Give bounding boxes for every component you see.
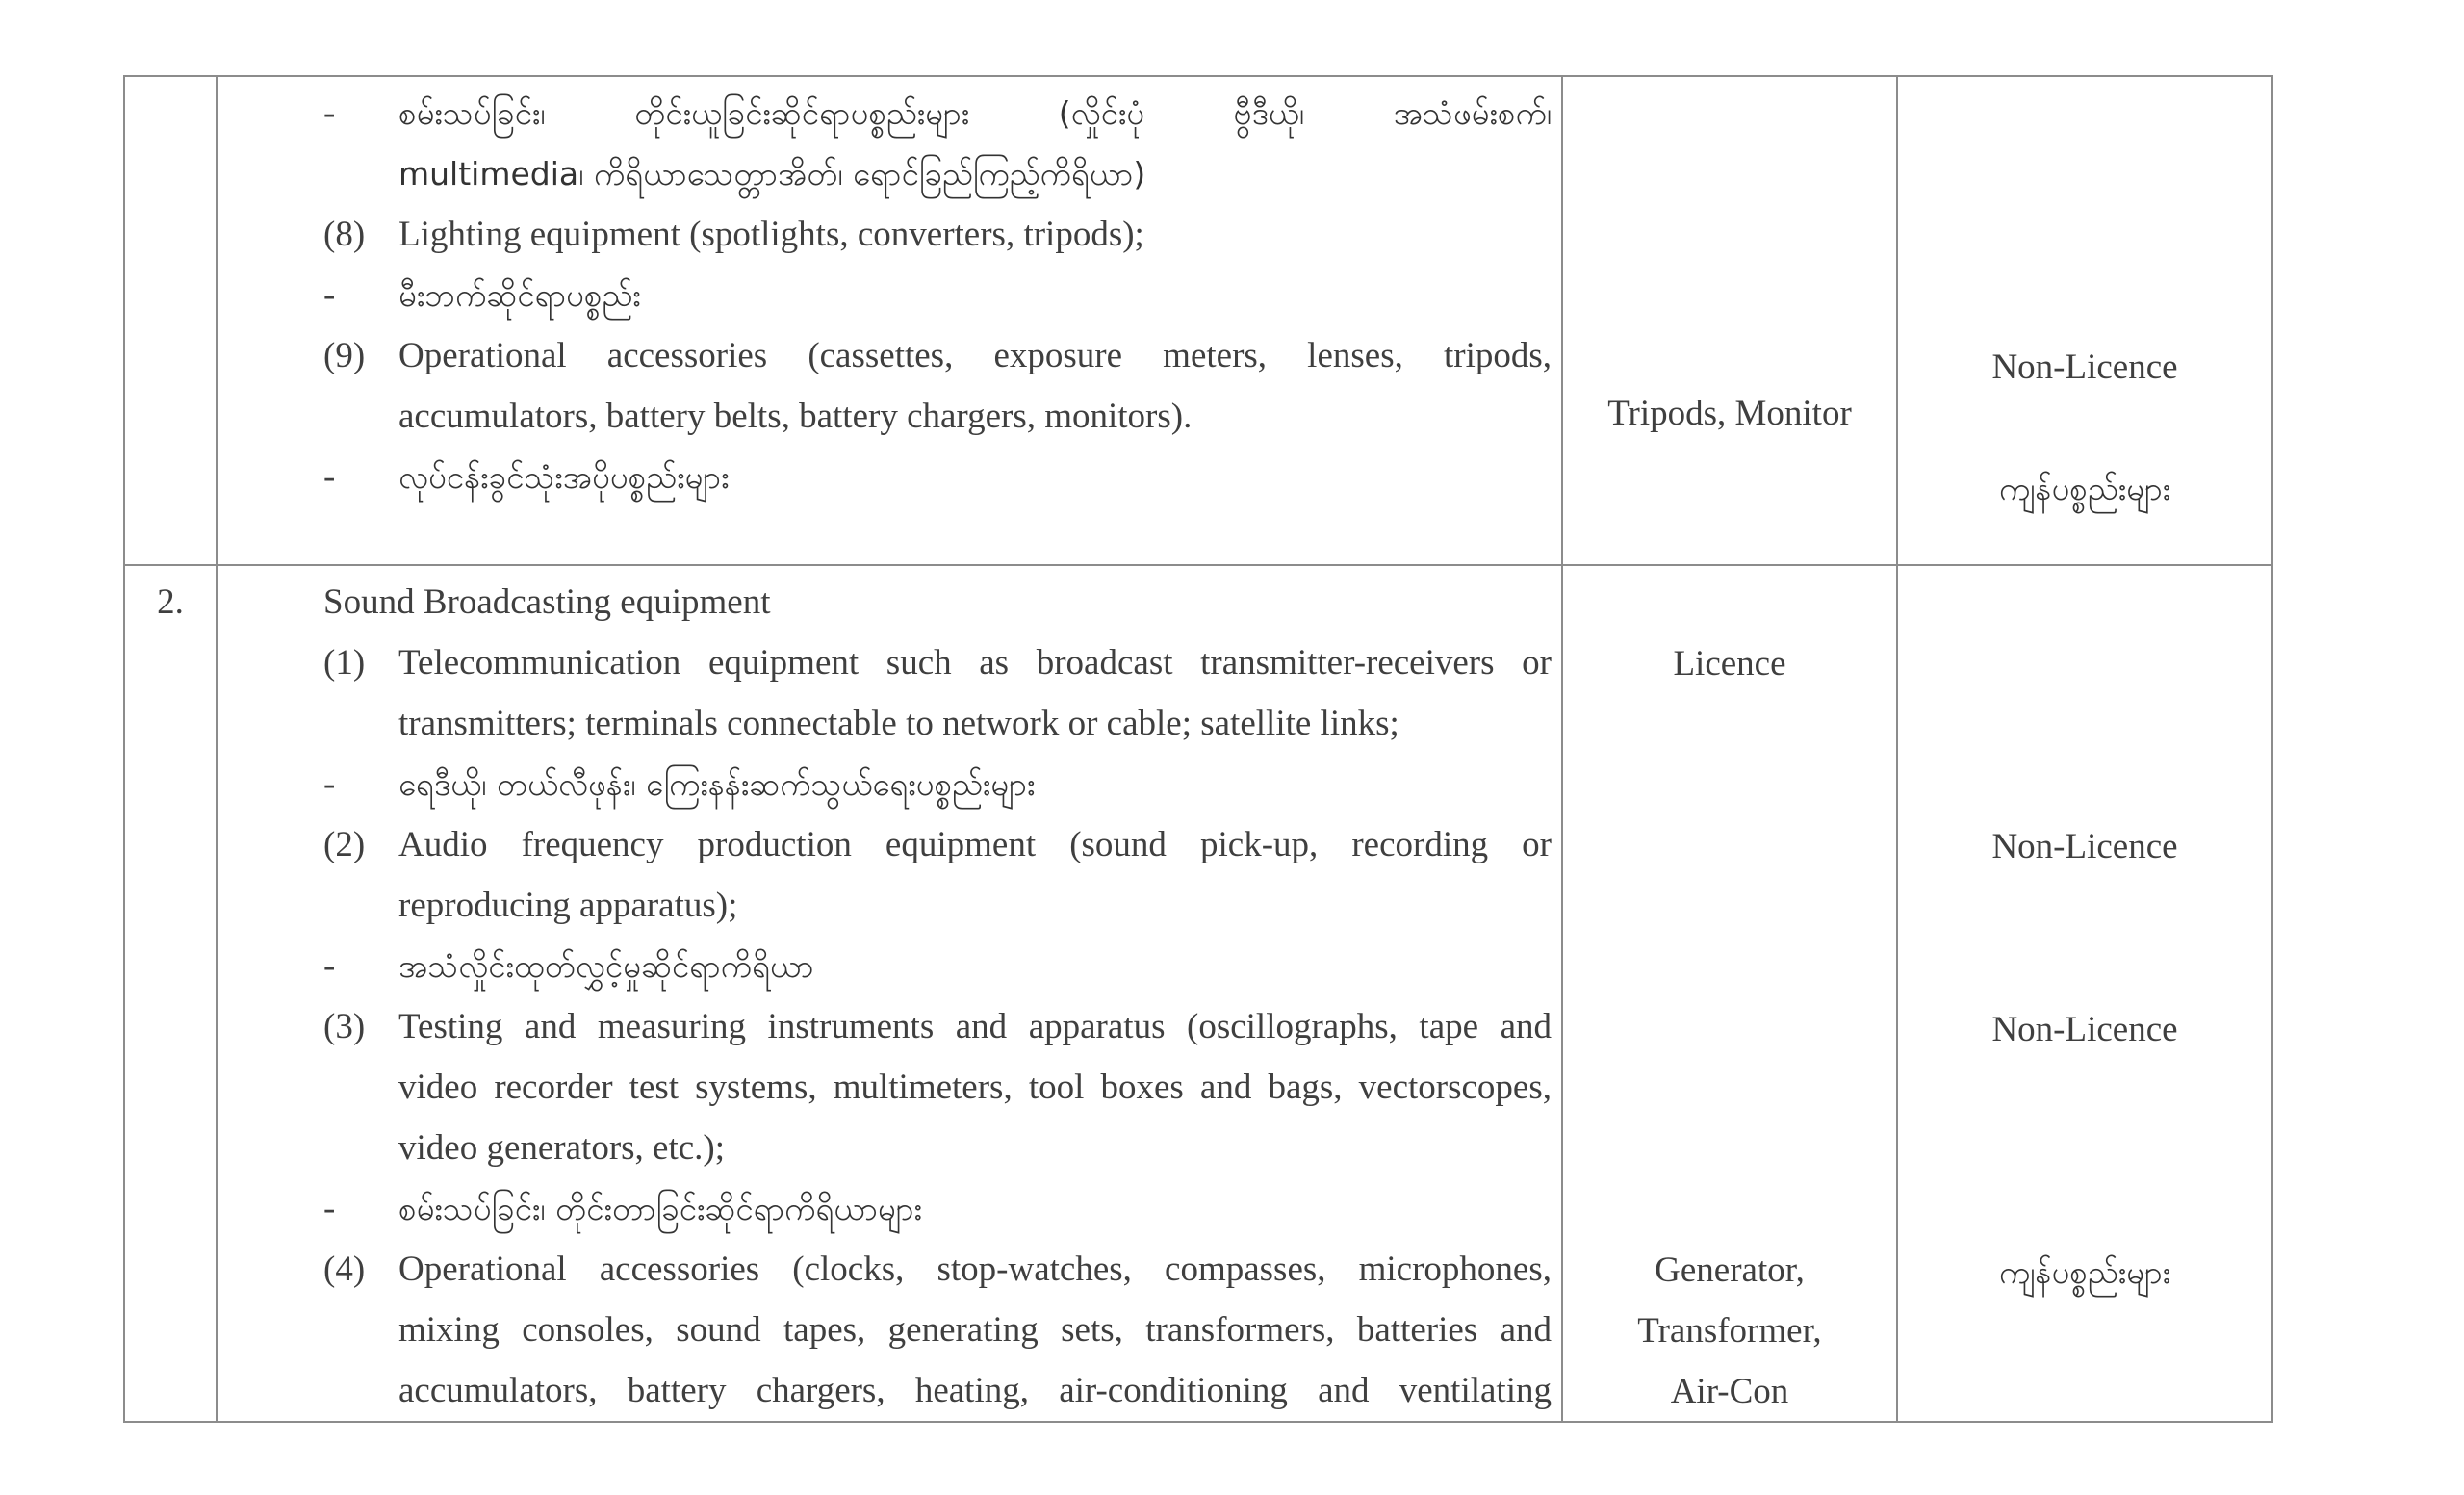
item-number: (8) <box>323 215 366 254</box>
description-line <box>218 1178 1552 1239</box>
description-line <box>218 632 1552 693</box>
licence-cell <box>1897 565 2272 1422</box>
english-text: Telecommunication equipment such as broadcast transmitter-receivers or <box>398 643 1552 683</box>
table-row <box>124 565 2272 1422</box>
description-line <box>218 693 1552 754</box>
dash-marker: - <box>323 275 336 315</box>
english-text: accumulators, battery chargers, heating, air-conditioning and ventilating <box>398 1371 1552 1410</box>
english-text: Operational accessories (cassettes, exposure meters, lenses, tripods, <box>398 336 1552 375</box>
item-number: (9) <box>323 336 366 375</box>
description-lines <box>218 632 1561 1421</box>
dash-marker: - <box>323 457 336 497</box>
english-text: Lighting equipment (spotlights, converters, tripods); <box>398 215 1144 254</box>
myanmar-text: မီးဘက်ဆိုင်ရာပစ္စည်း <box>398 276 641 314</box>
licence-status: Non-Licence <box>1991 348 2178 387</box>
myanmar-text: လုပ်ငန်းခွင်သုံးအပိုပစ္စည်းများ <box>398 458 730 496</box>
dash-marker: - <box>323 1189 336 1228</box>
description-line <box>218 814 1552 875</box>
section-heading-row <box>218 566 1561 632</box>
description-line <box>218 325 1552 386</box>
description-line <box>218 143 1552 204</box>
myanmar-text: စမ်းသပ်ခြင်း၊ တိုင်းယူခြင်းဆိုင်ရာပစ္စည်းများ (လှိုင်းပုံ ဗွီဒီယို၊ အသံဖမ်းစက်၊ <box>398 94 1552 132</box>
english-text: Testing and measuring instruments and apparatus (oscillographs, tape and <box>398 1007 1552 1046</box>
english-text: reproducing apparatus); <box>398 886 738 925</box>
licence-status: Non-Licence <box>1991 1010 2178 1049</box>
licence-status: Non-Licence <box>1991 827 2178 866</box>
english-text: video recorder test systems, multimeters, tool boxes and bags, vectorscopes, <box>398 1068 1552 1107</box>
row-number-cell <box>124 76 217 565</box>
section-heading: Sound Broadcasting equipment <box>323 582 771 622</box>
myanmar-text: အသံလှိုင်းထုတ်လွှင့်မှုဆိုင်ရာကိရိယာ <box>398 947 814 985</box>
myanmar-text: multimedia၊ ကိရိယာသေတ္တာအိတ်၊ ရောင်ခြည်ကြည့်ကိရိယာ) <box>398 155 1146 193</box>
myanmar-text: ရေဒီယို၊ တယ်လီဖုန်း၊ ကြေးနန်းဆက်သွယ်ရေးပစ္စည်းများ <box>398 765 1036 803</box>
english-text: video generators, etc.); <box>398 1128 726 1168</box>
item-number: (4) <box>323 1250 366 1289</box>
english-text: transmitters; terminals connectable to network or cable; satellite links; <box>398 704 1399 743</box>
description-cell <box>217 76 1562 565</box>
description-line <box>218 1239 1552 1300</box>
description-line <box>218 265 1552 325</box>
dash-marker: - <box>323 93 336 133</box>
requirement-transformer: Transformer, <box>1637 1311 1822 1351</box>
english-text: Operational accessories (clocks, stop-watches, compasses, microphones, <box>398 1250 1552 1289</box>
licence-note: ကျန်ပစ္စည်းများ <box>1998 1253 2171 1291</box>
description-line <box>218 936 1552 996</box>
item-number: (3) <box>323 1007 366 1046</box>
description-line <box>218 1300 1552 1360</box>
licence-cell <box>1897 76 2272 565</box>
description-line <box>218 83 1552 143</box>
licence-note: ကျန်ပစ္စည်းများ <box>1998 470 2171 507</box>
requirement-text: Tripods, Monitor <box>1607 394 1852 433</box>
description-line <box>218 875 1552 936</box>
description-line <box>218 204 1552 265</box>
description-cell <box>217 565 1562 1422</box>
requirement-cell <box>1562 565 1897 1422</box>
item-number: (1) <box>323 643 366 683</box>
description-line <box>218 996 1552 1057</box>
english-text: Audio frequency production equipment (sound pick-up, recording or <box>398 825 1552 864</box>
dash-marker: - <box>323 764 336 804</box>
dash-marker: - <box>323 946 336 986</box>
row-number: 2. <box>157 582 184 622</box>
item-number: (2) <box>323 825 366 864</box>
english-text: mixing consoles, sound tapes, generating sets, transformers, batteries and <box>398 1310 1552 1350</box>
table-row <box>124 76 2272 565</box>
description-line <box>218 754 1552 814</box>
row-number-cell <box>124 565 217 1422</box>
requirement-cell <box>1562 76 1897 565</box>
myanmar-text: စမ်းသပ်ခြင်း၊ တိုင်းတာခြင်းဆိုင်ရာကိရိယာများ <box>398 1190 922 1227</box>
description-line <box>218 447 1552 507</box>
description-lines <box>218 77 1561 507</box>
requirement-licence: Licence <box>1673 644 1786 683</box>
english-text: accumulators, battery belts, battery chargers, monitors). <box>398 397 1193 436</box>
requirement-aircon: Air-Con <box>1670 1372 1789 1411</box>
description-line <box>218 1360 1552 1421</box>
description-line <box>218 386 1552 447</box>
requirement-generator: Generator, <box>1655 1250 1805 1290</box>
equipment-licence-table <box>123 75 2273 1423</box>
description-line <box>218 1057 1552 1118</box>
description-line <box>218 1118 1552 1178</box>
